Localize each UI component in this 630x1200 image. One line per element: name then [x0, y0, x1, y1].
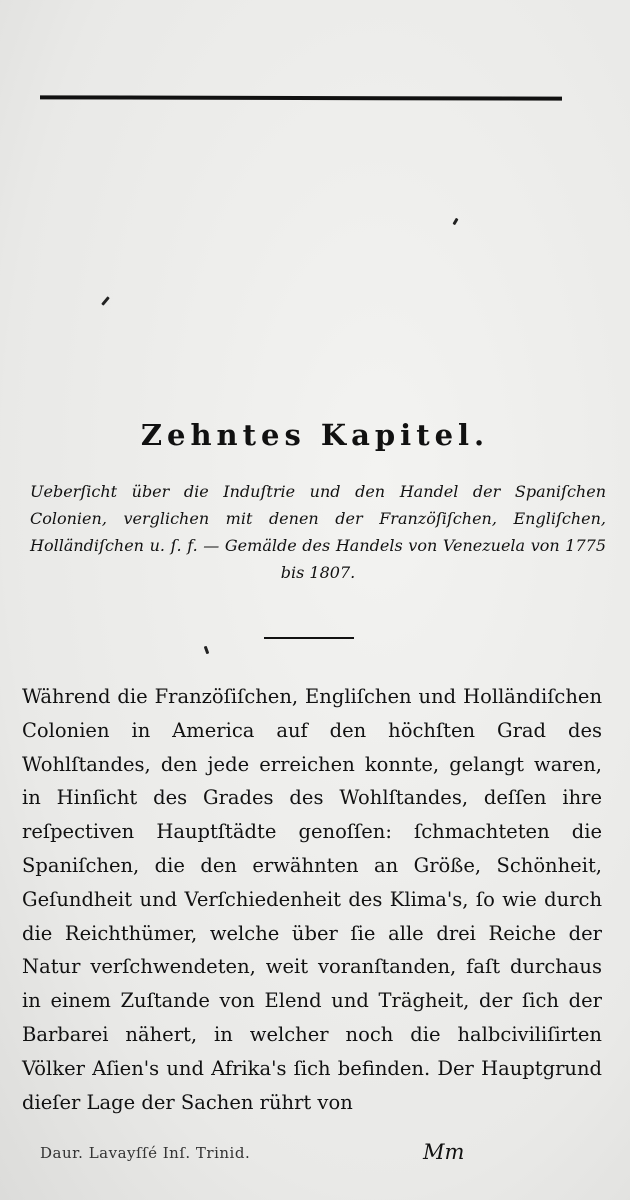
chapter-summary: Ueberſicht über die Induſtrie und den Handel der Spaniſchen Colonien, verglichen mit denen der Franzöſiſchen, Engliſchen, Holländiſchen u. ſ. f. — Gemälde des Handels von Venezuela von 1775 bis 1807.	[30, 482, 606, 582]
section-divider-rule	[264, 637, 354, 639]
body-paragraph: Während die Franzöſiſchen, Engliſchen und Holländiſchen Colonien in America auf den höchſten Grad des Wohlſtandes, den jede erreichen konnte, gelangt waren, in Hinſicht des Grades des Wohlſtandes, deſſen ihre reſpectiven Hauptſtädte genoſſen: ſchmachteten die Spaniſchen, die den erwähnten an Größe, Schönheit, Geſundheit und Verſchiedenheit des Klima's, ſo wie durch die Reichthümer, welche über ſie alle drei Reiche der Natur verſchwendeten, weit voranſtanden, faſt durchaus in einem Zuſtande von Elend und Trägheit, der ſich der Barbarei nähert, in welcher noch die halbciviliſirten Völker Aſien's und Afrika's ſich befinden. Der Hauptgrund dieſer Lage der Sachen rührt von	[22, 685, 602, 1114]
ink-speck	[204, 646, 210, 655]
chapter-title: Zehntes Kapitel.	[140, 418, 490, 452]
signature-mark: Mm	[423, 1140, 465, 1164]
ink-speck	[101, 296, 110, 306]
top-divider-rule	[40, 95, 562, 100]
ink-speck	[452, 218, 458, 226]
signature-note: Daur. Lavayſſé Inſ. Trinid.	[40, 1144, 251, 1162]
page-footer	[0, 1140, 630, 1174]
